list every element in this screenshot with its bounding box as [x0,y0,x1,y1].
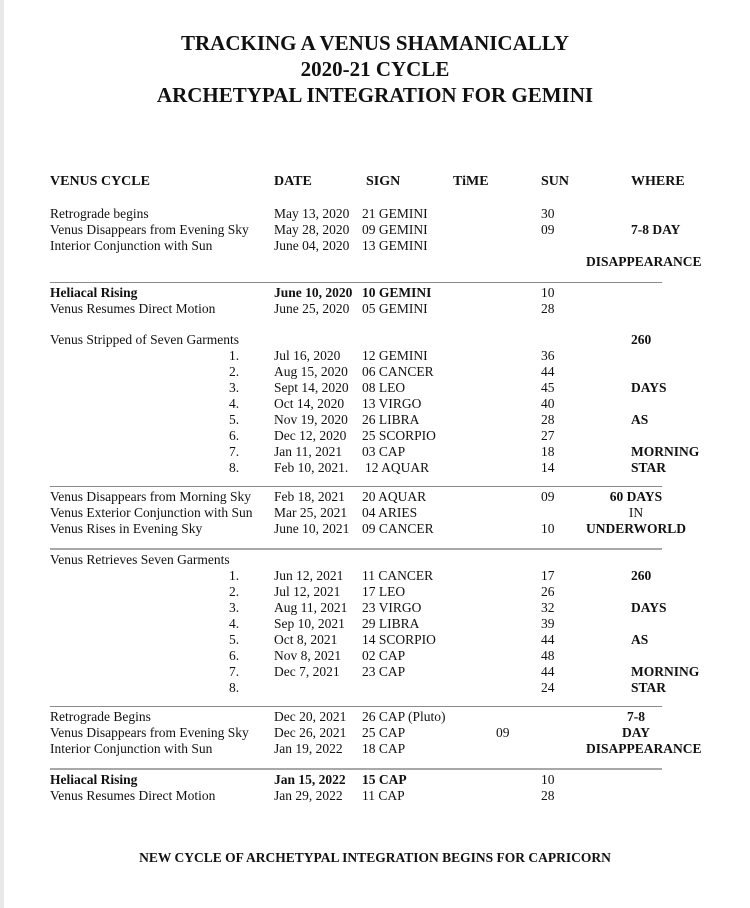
garment-date: Aug 11, 2021 [274,600,348,615]
footer-note: NEW CYCLE OF ARCHETYPAL INTEGRATION BEGINS FOR CAPRICORN [139,850,611,865]
where-note: DISAPPEARANCE [586,254,702,269]
garment-number: 7. [229,664,240,679]
event-label: Venus Rises in Evening Sky [50,521,203,536]
where-note: 7-8 [627,709,645,724]
event-sun: 09 [541,489,555,504]
garment-sign: 14 SCORPIO [362,632,436,647]
garment-date: Nov 19, 2020 [274,412,348,427]
header-where: WHERE [631,174,685,189]
title-line-2: 2020-21 CYCLE [300,57,450,81]
garment-date: Dec 12, 2020 [274,428,347,443]
where-note: STAR [631,680,667,695]
event-date: June 10, 2021 [274,521,350,536]
where-note: DAYS [631,600,667,615]
event-sign: 20 AQUAR [362,489,427,504]
title-line-1: TRACKING A VENUS SHAMANICALLY [181,31,569,55]
event-label: Venus Disappears from Evening Sky [50,222,249,237]
event-sign: 09 GEMINI [362,222,428,237]
event-date: Feb 18, 2021 [274,489,345,504]
event-label: Interior Conjunction with Sun [50,238,213,253]
where-note: MORNING [631,444,700,459]
where-note: AS [631,412,649,427]
garment-sign: 06 CANCER [362,364,434,379]
event-sun: 30 [541,206,555,221]
garment-sun: 48 [541,648,555,663]
event-sign: 11 CAP [362,788,405,803]
event-sign: 10 GEMINI [362,285,432,300]
garment-date: Aug 15, 2020 [274,364,348,379]
event-date: June 10, 2020 [274,285,353,300]
where-note: DAYS [631,380,667,395]
garment-number: 2. [229,364,240,379]
garment-sign: 23 VIRGO [362,600,422,615]
event-sun: 10 [541,285,555,300]
event-sun: 28 [541,788,555,803]
garment-sun: 44 [541,364,555,379]
where-note: DISAPPEARANCE [586,741,702,756]
garment-sign: 12 AQUAR [365,460,430,475]
garment-number: 8. [229,680,240,695]
garment-date: Jun 12, 2021 [274,568,344,583]
header-time: TiME [453,174,489,189]
where-note: 260 [631,568,652,583]
event-time: 09 [496,725,510,740]
garment-number: 5. [229,412,240,427]
garment-sign: 25 SCORPIO [362,428,436,443]
section-divider [50,282,662,283]
garment-number: 4. [229,616,240,631]
event-label: Venus Disappears from Morning Sky [50,489,251,504]
event-sign: 15 CAP [362,772,407,787]
header-venus-cycle: VENUS CYCLE [50,174,150,189]
section-heading: Venus Stripped of Seven Garments [50,332,239,347]
garment-number: 8. [229,460,240,475]
garment-number: 3. [229,600,240,615]
where-note: IN [628,505,644,520]
event-label: Venus Resumes Direct Motion [50,301,216,316]
garment-date: Sept 14, 2020 [274,380,349,395]
garment-number: 1. [229,348,240,363]
garment-sign: 26 LIBRA [362,412,420,427]
garment-number: 5. [229,632,240,647]
garment-sign: 03 CAP [362,444,406,459]
garment-number: 6. [229,428,240,443]
garment-sign: 08 LEO [362,380,406,395]
event-label: Venus Disappears from Evening Sky [50,725,249,740]
event-date: June 25, 2020 [274,301,350,316]
event-sign: 26 CAP (Pluto) [362,709,446,724]
document-title [0,30,750,108]
event-sign: 21 GEMINI [362,206,428,221]
event-sign: 18 CAP [362,741,406,756]
where-note: UNDERWORLD [586,521,687,536]
garment-sign: 13 VIRGO [362,396,422,411]
event-date: May 13, 2020 [274,206,350,221]
garment-sun: 28 [541,412,555,427]
garment-sun: 27 [541,428,555,443]
garment-sign: 12 GEMINI [362,348,428,363]
where-note: DAY [621,725,650,740]
where-note: MORNING [631,664,700,679]
where-note: 60 DAYS [609,489,663,504]
section-divider [50,706,662,707]
garment-sign: 17 LEO [362,584,406,599]
event-sun: 28 [541,301,555,316]
garment-date: Nov 8, 2021 [274,648,342,663]
event-label: Venus Exterior Conjunction with Sun [50,505,253,520]
garment-sun: 39 [541,616,555,631]
event-sun: 09 [541,222,555,237]
garment-sun: 44 [541,664,555,679]
event-date: May 28, 2020 [274,222,350,237]
header-date: DATE [274,174,312,189]
garment-number: 2. [229,584,240,599]
event-label: Retrograde Begins [50,709,151,724]
event-sign: 04 ARIES [362,505,418,520]
garment-sign: 11 CANCER [362,568,434,583]
garment-sign: 23 CAP [362,664,406,679]
where-note: 7-8 DAY [631,222,681,237]
event-label: Interior Conjunction with Sun [50,741,213,756]
event-date: Mar 25, 2021 [274,505,348,520]
garment-sun: 18 [541,444,555,459]
event-date: Jan 15, 2022 [274,772,346,787]
section-divider [50,548,662,550]
event-sun: 10 [541,772,555,787]
event-label: Heliacal Rising [50,285,138,300]
where-note: STAR [631,460,667,475]
event-sign: 09 CANCER [362,521,434,536]
header-sun: SUN [541,174,570,189]
section-divider [50,768,662,770]
garment-sun: 45 [541,380,555,395]
event-sign: 25 CAP [362,725,406,740]
garment-sun: 24 [541,680,555,695]
header-sign: SIGN [366,174,401,189]
section-heading: Venus Retrieves Seven Garments [50,552,230,567]
garment-sun: 17 [541,568,555,583]
event-date: Dec 26, 2021 [274,725,347,740]
garment-sun: 40 [541,396,555,411]
title-line-3: ARCHETYPAL INTEGRATION FOR GEMINI [156,83,594,107]
event-sign: 05 GEMINI [362,301,428,316]
garment-sign: 29 LIBRA [362,616,420,631]
garment-sun: 14 [541,460,555,475]
event-label: Heliacal Rising [50,772,138,787]
garment-date: Jul 16, 2020 [274,348,341,363]
event-label: Retrograde begins [50,206,149,221]
event-sign: 13 GEMINI [362,238,428,253]
garment-number: 7. [229,444,240,459]
garment-sun: 36 [541,348,555,363]
where-note: AS [631,632,649,647]
garment-sun: 32 [541,600,555,615]
event-date: Jan 29, 2022 [274,788,343,803]
garment-number: 3. [229,380,240,395]
garment-sun: 26 [541,584,555,599]
event-label: Venus Resumes Direct Motion [50,788,216,803]
section-divider [50,486,662,487]
garment-date: Dec 7, 2021 [274,664,340,679]
garment-date: Feb 10, 2021. [274,460,349,475]
event-sun: 10 [541,521,555,536]
garment-number: 4. [229,396,240,411]
garment-date: Jul 12, 2021 [274,584,341,599]
event-date: Jan 19, 2022 [274,741,343,756]
event-date: June 04, 2020 [274,238,350,253]
where-note: 260 [631,332,652,347]
garment-sun: 44 [541,632,555,647]
garment-date: Oct 8, 2021 [274,632,338,647]
page-edge [0,0,4,908]
garment-number: 6. [229,648,240,663]
garment-sign: 02 CAP [362,648,406,663]
garment-date: Oct 14, 2020 [274,396,345,411]
garment-number: 1. [229,568,240,583]
event-date: Dec 20, 2021 [274,709,347,724]
garment-date: Sep 10, 2021 [274,616,345,631]
garment-date: Jan 11, 2021 [274,444,343,459]
